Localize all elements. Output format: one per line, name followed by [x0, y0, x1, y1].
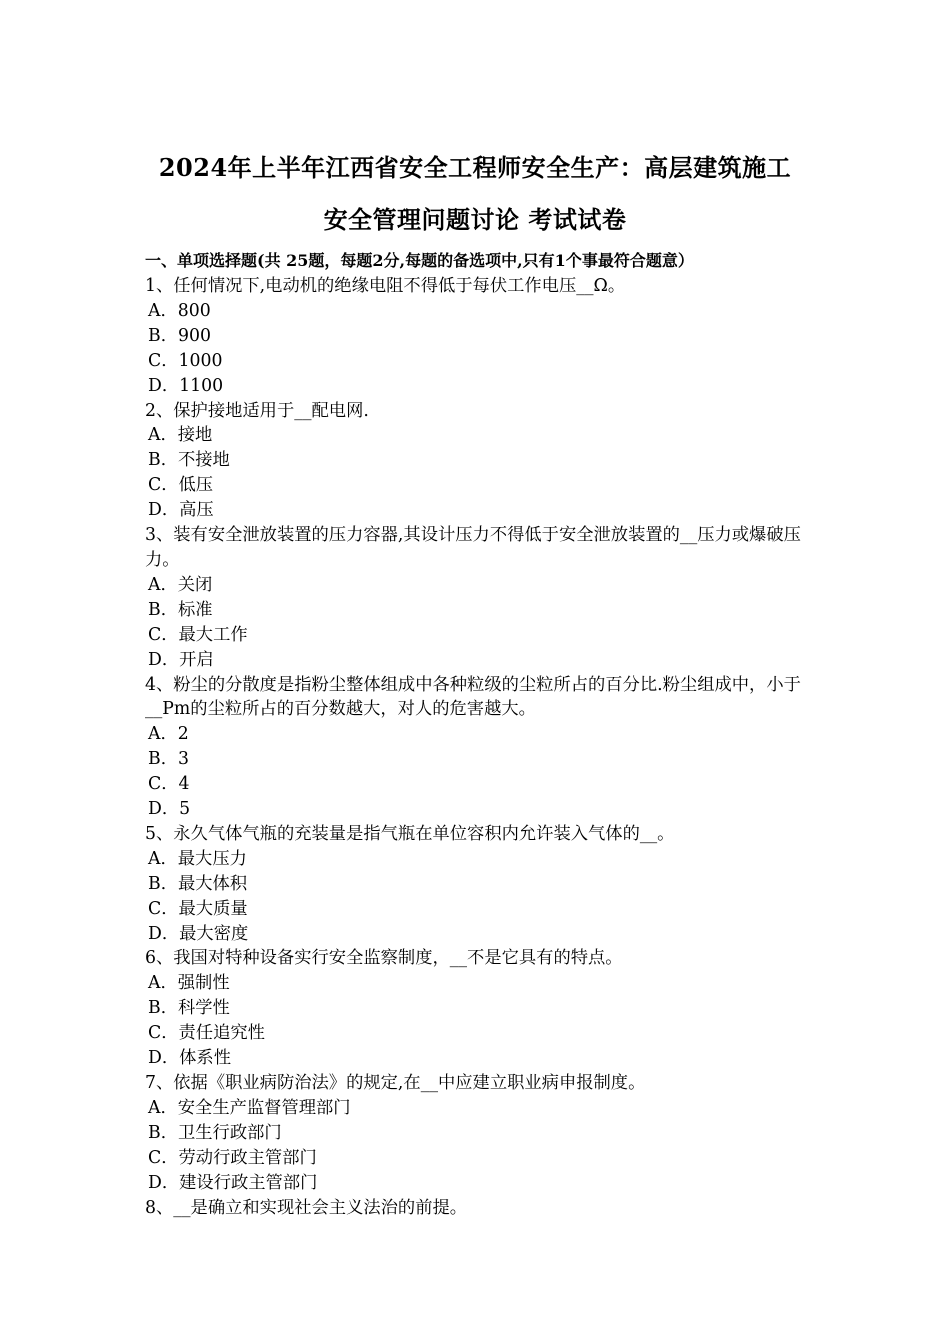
option-text: 3	[177, 749, 189, 770]
question-4-option	[145, 747, 810, 772]
question-4-stem: 4、粉尘的分散度是指粉尘整体组成中各种粒级的尘粒所占的百分比.粉尘组成中，小于__Pm的尘粒所占的百分数越大，对人的危害越大。	[145, 674, 801, 720]
question-1-option	[145, 324, 810, 349]
question-7-option	[145, 1121, 810, 1146]
exam-title-line-1: 2024年上半年江西省安全工程师安全生产：高层建筑施工	[158, 153, 792, 182]
option-label: B．	[148, 599, 178, 620]
option-text: 责任追究性	[178, 1023, 265, 1044]
option-text: 1000	[178, 350, 223, 371]
option-label: D．	[148, 1048, 180, 1069]
option-text: 劳动行政主管部门	[178, 1147, 317, 1168]
exam-title-line-2: 安全管理问题讨论 考试试卷	[323, 205, 627, 234]
option-label: C．	[148, 1023, 179, 1044]
option-text: 1100	[179, 375, 224, 396]
option-label: B．	[148, 1122, 178, 1143]
option-text: 最大密度	[179, 923, 249, 944]
option-text: 标准	[177, 599, 213, 620]
option-label: C．	[148, 898, 179, 919]
option-text: 强制性	[177, 973, 230, 994]
question-7-option	[145, 1146, 810, 1171]
option-label: D．	[148, 500, 180, 521]
option-text: 开启	[179, 649, 214, 670]
question-3-stem: 3、装有安全泄放装置的压力容器,其设计压力不得低于安全泄放装置的__压力或爆破压力。	[145, 525, 801, 570]
option-text: 4	[178, 774, 190, 795]
option-label: A．	[148, 300, 178, 321]
option-label: B．	[148, 749, 178, 770]
question-1-option	[145, 349, 810, 374]
option-text: 900	[177, 325, 211, 346]
question-3-option	[145, 648, 810, 673]
option-label: B．	[148, 325, 178, 346]
question-2-option	[145, 448, 810, 473]
question-2-option	[145, 423, 810, 448]
option-label: B．	[148, 873, 178, 894]
question-5-option	[145, 922, 810, 947]
question-6-option	[145, 1046, 810, 1071]
option-label: A．	[148, 724, 178, 745]
question-5-option	[145, 872, 810, 897]
question-2-stem: 2、保护接地适用于__配电网.	[145, 400, 369, 421]
option-text: 5	[179, 799, 191, 820]
option-label: C．	[148, 1147, 179, 1168]
option-text: 2	[177, 724, 189, 745]
question-1-option	[145, 374, 810, 399]
option-text: 科学性	[177, 998, 230, 1019]
option-text: 关闭	[177, 574, 213, 595]
question-6-stem: 6、我国对特种设备实行安全监察制度，__不是它具有的特点。	[145, 948, 623, 969]
question-7-option	[145, 1171, 810, 1196]
question-6-option	[145, 996, 810, 1021]
question-7-stem: 7、依据《职业病防治法》的规定,在__中应建立职业病申报制度。	[145, 1073, 646, 1093]
option-label: A．	[148, 848, 178, 869]
option-text: 安全生产监督管理部门	[177, 1097, 351, 1118]
question-3-option	[145, 573, 810, 598]
option-label: D．	[148, 799, 180, 820]
option-label: B．	[148, 450, 178, 471]
question-2-option	[145, 498, 810, 523]
option-label: A．	[148, 425, 178, 446]
option-label: D．	[148, 375, 180, 396]
option-label: A．	[148, 1097, 178, 1118]
option-label: D．	[148, 649, 180, 670]
question-5-option	[145, 847, 810, 872]
question-2-option	[145, 473, 810, 498]
question-list	[145, 274, 810, 1220]
question-7-option	[145, 1096, 810, 1121]
option-text: 800	[177, 300, 211, 321]
option-label: C．	[148, 774, 179, 795]
question-1-stem: 1、任何情况下,电动机的绝缘电阻不得低于每伏工作电压__Ω。	[145, 276, 626, 296]
option-text: 最大压力	[177, 848, 247, 869]
option-text: 不接地	[177, 450, 230, 471]
option-text: 最大体积	[177, 873, 248, 894]
option-label: B．	[148, 998, 178, 1019]
option-text: 建设行政主管部门	[179, 1172, 318, 1193]
question-5-option	[145, 897, 810, 922]
option-label: C．	[148, 624, 179, 645]
question-5-stem: 5、永久气体气瓶的充装量是指气瓶在单位容积内允许装入气体的__。	[145, 823, 675, 844]
option-text: 接地	[177, 425, 213, 446]
option-label: C．	[148, 475, 179, 496]
question-4-option	[145, 722, 810, 747]
option-text: 体系性	[179, 1048, 231, 1069]
question-6-option	[145, 1021, 810, 1046]
option-text: 低压	[178, 475, 214, 496]
question-4-option	[145, 772, 810, 797]
section-heading: 一、单项选择题(共 25题，每题2分,每题的备选项中,只有1个事最符合题意）	[145, 251, 694, 270]
option-label: D．	[148, 1172, 180, 1193]
option-label: C．	[148, 350, 179, 371]
question-4-option	[145, 797, 810, 822]
option-label: A．	[148, 973, 178, 994]
option-text: 高压	[179, 500, 214, 521]
question-3-option	[145, 623, 810, 648]
question-6-option	[145, 971, 810, 996]
option-label: A．	[148, 574, 178, 595]
option-text: 最大质量	[178, 898, 248, 919]
question-8-stem: 8、__是确立和实现社会主义法治的前提。	[145, 1197, 468, 1218]
option-text: 最大工作	[178, 624, 248, 645]
question-3-option	[145, 598, 810, 623]
question-1-option	[145, 299, 810, 324]
option-text: 卫生行政部门	[177, 1122, 282, 1143]
option-label: D．	[148, 923, 180, 944]
